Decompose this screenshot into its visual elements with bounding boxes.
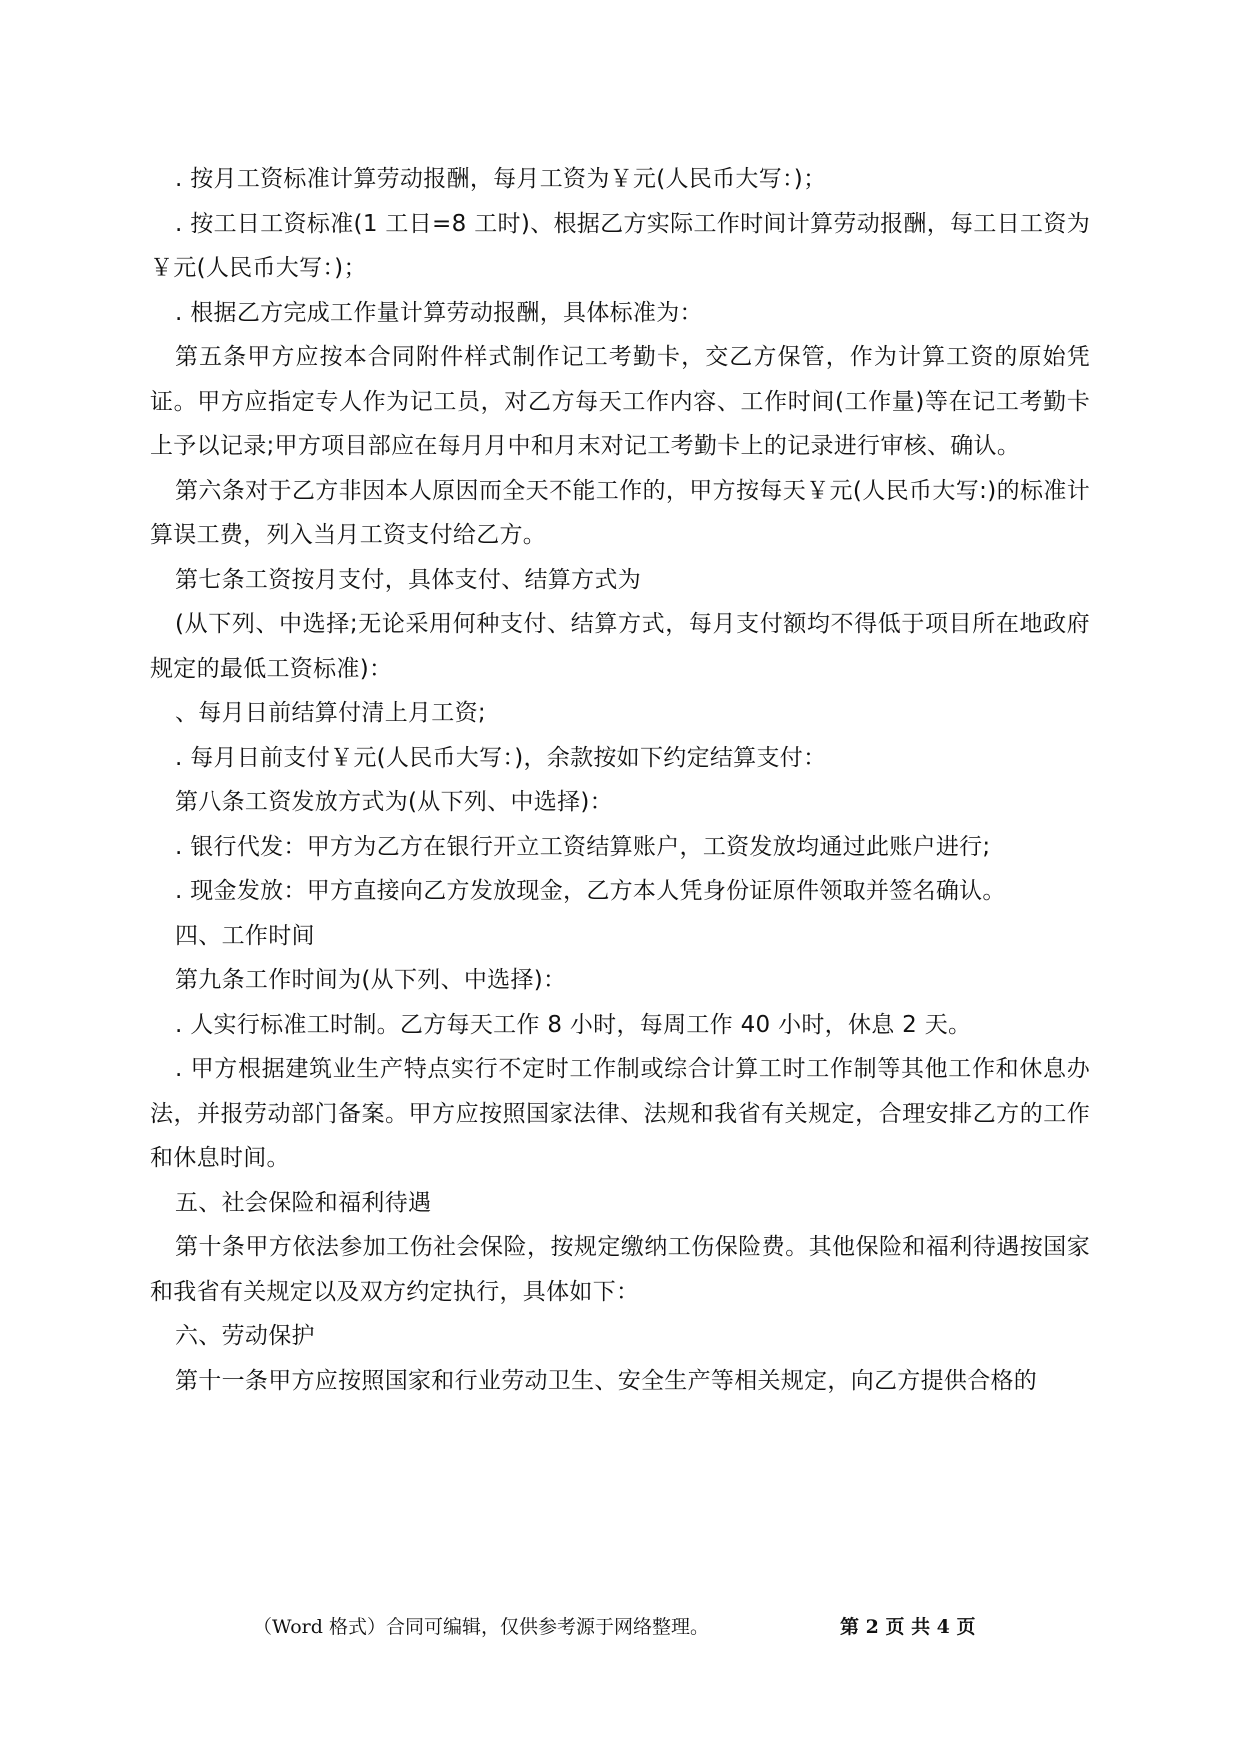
article-7-option-a: 、每月日前结算付清上月工资;: [175, 700, 486, 726]
article-6: 第六条对于乙方非因本人原因而全天不能工作的，甲方按每天￥元(人民币大写:)的标准计算误工费，列入当月工资支付给乙方。: [150, 477, 1090, 548]
document-body: [150, 157, 1090, 1403]
article-5: 第五条甲方应按本合同附件样式制作记工考勤卡，交乙方保管，作为计算工资的原始凭证。甲方应指定专人作为记工员，对乙方每天工作内容、工作时间(工作量)等在记工考勤卡上予以记录;甲方项目部应在每月月中和月末对记工考勤卡上的记录进行审核、确认。: [150, 344, 1090, 459]
paragraph-monthly-wage: . 按月工资标准计算劳动报酬，每月工资为￥元(人民币大写：)；: [175, 166, 827, 192]
section-heading-labor-protection: 六、劳动保护: [175, 1323, 315, 1349]
article-8-option-cash: . 现金发放：甲方直接向乙方发放现金，乙方本人凭身份证原件领取并签名确认。: [175, 878, 1006, 904]
article-7: 第七条工资按月支付，具体支付、结算方式为: [175, 566, 641, 593]
section-heading-work-time: 四、工作时间: [175, 922, 315, 949]
article-8-option-bank: . 银行代发：甲方为乙方在银行开立工资结算账户，工资发放均通过此账户进行;: [175, 833, 991, 860]
article-7-note: (从下列、中选择;无论采用何种支付、结算方式，每月支付额均不得低于项目所在地政府规定的最低工资标准)：: [150, 611, 1090, 682]
page-number: 第 2 页 共 4 页: [840, 1616, 976, 1638]
article-7-option-b: . 每月日前支付￥元(人民币大写：)，余款按如下约定结算支付：: [175, 744, 827, 771]
article-9-option-standard: . 人实行标准工时制。乙方每天工作 8 小时，每周工作 40 小时，休息 2 天。: [175, 1011, 972, 1038]
article-8: 第八条工资发放方式为(从下列、中选择)：: [175, 789, 613, 815]
article-10: 第十条甲方依法参加工伤社会保险，按规定缴纳工伤保险费。其他保险和福利待遇按国家和我省有关规定以及双方约定执行，具体如下：: [150, 1234, 1090, 1305]
section-heading-insurance: 五、社会保险和福利待遇: [175, 1189, 432, 1216]
article-9: 第九条工作时间为(从下列、中选择)：: [175, 967, 567, 993]
paragraph-daily-wage: . 按工日工资标准(1 工日=8 工时)、根据乙方实际工作时间计算劳动报酬，每工日工资为￥元(人民币大写：)；: [150, 210, 1090, 281]
paragraph-workload-wage: . 根据乙方完成工作量计算劳动报酬，具体标准为：: [175, 299, 703, 326]
footer-note: （Word 格式）合同可编辑，仅供参考源于网络整理。: [253, 1616, 709, 1638]
article-9-option-flexible: . 甲方根据建筑业生产特点实行不定时工作制或综合计算工时工作制等其他工作和休息办法，并报劳动部门备案。甲方应按照国家法律、法规和我省有关规定，合理安排乙方的工作和休息时间。: [150, 1056, 1090, 1171]
article-11: 第十一条甲方应按照国家和行业劳动卫生、安全生产等相关规定，向乙方提供合格的: [175, 1367, 1038, 1394]
